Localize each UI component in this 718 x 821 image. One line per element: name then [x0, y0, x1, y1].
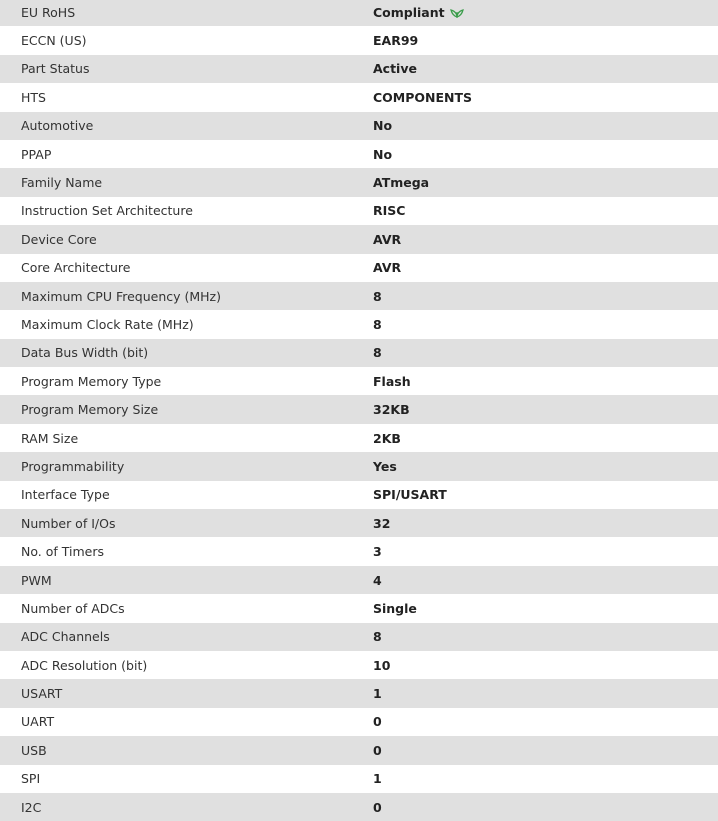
spec-row-number-of-timers — [0, 537, 718, 565]
spec-row-max-cpu-frequency — [0, 282, 718, 310]
spec-label: Maximum CPU Frequency (MHz) — [21, 288, 221, 304]
spec-row-part-status — [0, 55, 718, 83]
spec-label: Automotive — [21, 118, 94, 134]
spec-row-automotive — [0, 112, 718, 140]
spec-label: Device Core — [21, 231, 97, 247]
spec-label: SPI — [21, 771, 41, 787]
spec-label: No. of Timers — [21, 544, 104, 560]
spec-label: EU RoHS — [21, 4, 76, 20]
spec-row-uart — [0, 708, 718, 736]
spec-row-hts — [0, 83, 718, 111]
spec-label: ADC Channels — [21, 629, 110, 645]
spec-row-eccn — [0, 26, 718, 54]
spec-value: COMPONENTS — [373, 89, 473, 105]
spec-row-isa — [0, 197, 718, 225]
spec-row-spi — [0, 765, 718, 793]
spec-value: 0 — [373, 714, 382, 730]
spec-label: Family Name — [21, 175, 103, 191]
spec-row-device-core — [0, 225, 718, 253]
spec-label: RAM Size — [21, 430, 79, 446]
spec-row-adc-resolution — [0, 651, 718, 679]
spec-row-programmability — [0, 452, 718, 480]
spec-value: ATmega — [373, 175, 430, 191]
spec-value: 10 — [373, 657, 391, 673]
spec-value: Single — [373, 600, 417, 616]
spec-label: I2C — [21, 799, 42, 815]
spec-label: HTS — [21, 89, 46, 105]
spec-label: ADC Resolution (bit) — [21, 657, 148, 673]
spec-label: Data Bus Width (bit) — [21, 345, 149, 361]
spec-label: PWM — [21, 572, 52, 588]
spec-label: UART — [21, 714, 55, 730]
spec-row-ram-size — [0, 424, 718, 452]
spec-row-interface-type — [0, 481, 718, 509]
spec-row-max-clock-rate — [0, 310, 718, 338]
spec-row-adc-channels — [0, 623, 718, 651]
spec-label: USART — [21, 686, 63, 702]
spec-value: RISC — [373, 203, 406, 219]
spec-value: 1 — [373, 686, 382, 702]
spec-label: Program Memory Size — [21, 402, 159, 418]
spec-label: Part Status — [21, 61, 90, 77]
spec-label: PPAP — [21, 146, 52, 162]
spec-value: 1 — [373, 771, 382, 787]
spec-row-usart — [0, 679, 718, 707]
spec-value: 4 — [373, 572, 382, 588]
spec-row-core-architecture — [0, 254, 718, 282]
spec-label: Instruction Set Architecture — [21, 203, 193, 219]
spec-value: 8 — [373, 316, 382, 332]
spec-row-data-bus-width — [0, 339, 718, 367]
spec-label: Programmability — [21, 458, 125, 474]
spec-value: No — [373, 118, 393, 134]
spec-value: AVR — [373, 260, 402, 276]
spec-value: 8 — [373, 629, 382, 645]
spec-label: Core Architecture — [21, 260, 131, 276]
spec-value: 3 — [373, 544, 382, 560]
spec-label: Maximum Clock Rate (MHz) — [21, 316, 194, 332]
spec-label: USB — [21, 742, 47, 758]
spec-row-ppap — [0, 140, 718, 168]
spec-label: Number of I/Os — [21, 515, 116, 531]
spec-label: Program Memory Type — [21, 373, 162, 389]
spec-label: Interface Type — [21, 487, 110, 503]
spec-value: 2KB — [373, 430, 401, 446]
spec-value: 8 — [373, 288, 382, 304]
spec-value: 32KB — [373, 402, 410, 418]
spec-row-number-of-adcs — [0, 594, 718, 622]
spec-label: Number of ADCs — [21, 600, 125, 616]
spec-value: No — [373, 146, 393, 162]
spec-value: Yes — [373, 458, 397, 474]
spec-row-usb — [0, 736, 718, 764]
leaf-icon — [450, 6, 464, 18]
spec-value: EAR99 — [373, 33, 419, 49]
spec-row-eu-rohs — [0, 0, 718, 26]
spec-value: 32 — [373, 515, 391, 531]
spec-row-program-memory-type — [0, 367, 718, 395]
spec-value: SPI/USART — [373, 487, 447, 503]
spec-row-program-memory-size — [0, 395, 718, 423]
spec-value: Flash — [373, 373, 411, 389]
spec-row-pwm — [0, 566, 718, 594]
spec-value-text: Compliant — [373, 4, 445, 20]
spec-value — [373, 5, 718, 20]
spec-row-family-name — [0, 168, 718, 196]
spec-value: AVR — [373, 231, 402, 247]
spec-value: 0 — [373, 742, 382, 758]
spec-value: 8 — [373, 345, 382, 361]
spec-value: 0 — [373, 799, 382, 815]
spec-label: ECCN (US) — [21, 33, 87, 49]
spec-row-number-of-ios — [0, 509, 718, 537]
spec-value: Active — [373, 61, 417, 77]
